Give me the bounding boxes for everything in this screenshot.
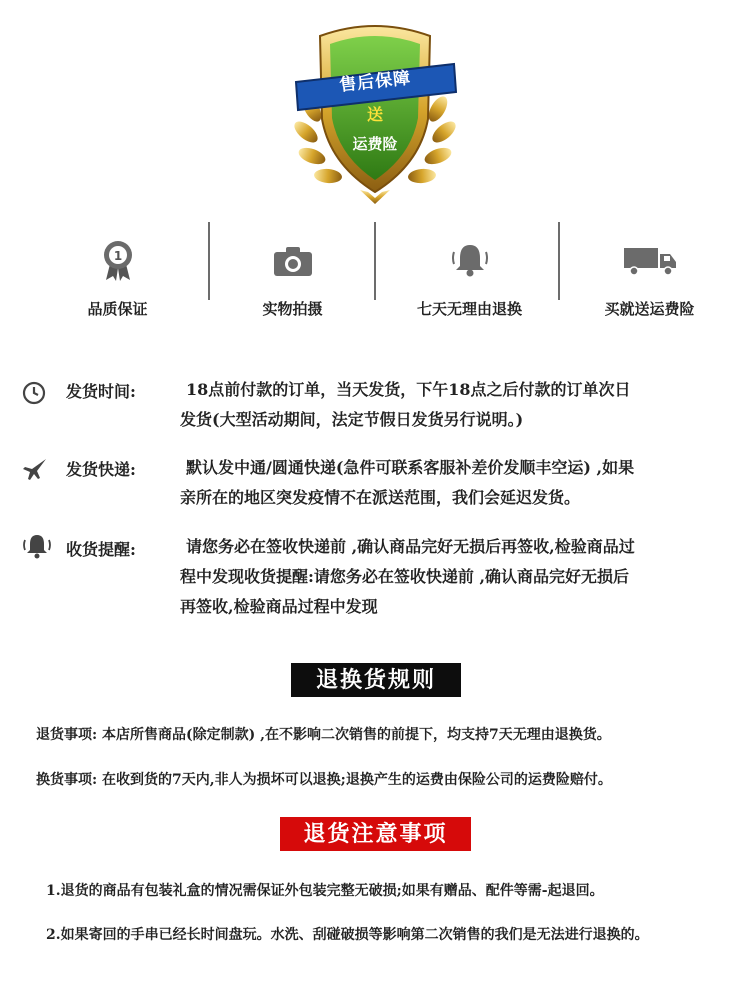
divider [558,222,560,300]
info-text [180,453,750,513]
section-title-return-rules: 退换货规则 [291,663,461,697]
info-line: 发货(大型活动期间，法定节假日发货另行说明。) [180,410,524,429]
feature-shipping-insurance [562,222,737,318]
feature-label: 七天无理由退换 [416,300,522,318]
truck-icon [624,246,676,280]
feature-quality [30,222,205,318]
plane-icon [22,457,48,485]
note-2: 2.如果寄回的手串已经长时间盘玩。水洗、刮碰破损等影响第二次销售的我们是无法进行退换的。 [46,927,649,943]
info-title: 收货提醒: [66,540,136,559]
note-1: 1.退货的商品有包装礼盒的情况需保证外包装完整无破损;如果有赠品、配件等需-起退回。 [46,883,604,899]
section-title-return-notes: 退货注意事项 [280,817,471,851]
divider [374,222,376,300]
info-shipping-time [22,379,742,439]
bell-icon [452,242,488,282]
info-line: 再签收,检验商品过程中发现 [180,597,378,616]
info-courier [22,457,742,517]
info-text [180,532,750,622]
info-title: 发货快递: [66,460,136,479]
clock-icon [22,381,46,409]
info-title: 发货时间: [66,382,136,401]
feature-label: 品质保证 [87,300,148,318]
medal-icon [102,240,134,286]
info-receiving-reminder [22,537,742,627]
info-line: 程中发现收货提醒:请您务必在签收快递前 ,确认商品完好无损后 [180,567,630,586]
rule-exchange: 换货事项: 在收到货的7天内,非人为损坏可以退换;退换产生的运费由保险公司的运费险赔付。 [36,772,612,788]
feature-row [30,222,730,318]
info-line: 默认发中通/圆通快递(急件可联系客服补差价发顺丰空运) ,如果 [186,458,635,477]
info-line: 请您务必在签收快递前 ,确认商品完好无损后再签收,检验商品过 [186,537,635,556]
after-sales-badge [290,14,460,204]
rule-return: 退货事项: 本店所售商品(除定制款) ,在不影响二次销售的前提下，均支持7天无理由退换货。 [36,727,611,743]
info-text [180,375,750,435]
info-line: 亲所在的地区突发疫情不在派送范围，我们会延迟发货。 [180,488,581,507]
svg-text:1: 1 [113,249,122,263]
badge-line-2: 运费险 [352,135,398,153]
camera-icon [274,246,312,280]
feature-label: 买就送运费险 [604,300,695,318]
feature-label: 实物拍摄 [262,300,323,318]
badge-ribbon-text: 售后保障 [338,68,413,96]
feature-seven-day-return [382,222,557,318]
bell-icon [22,533,52,563]
badge-line-1: 送 [366,105,383,124]
info-line: 18点前付款的订单，当天发货，下午18点之后付款的订单次日 [186,380,631,399]
feature-real-photo [205,222,380,318]
